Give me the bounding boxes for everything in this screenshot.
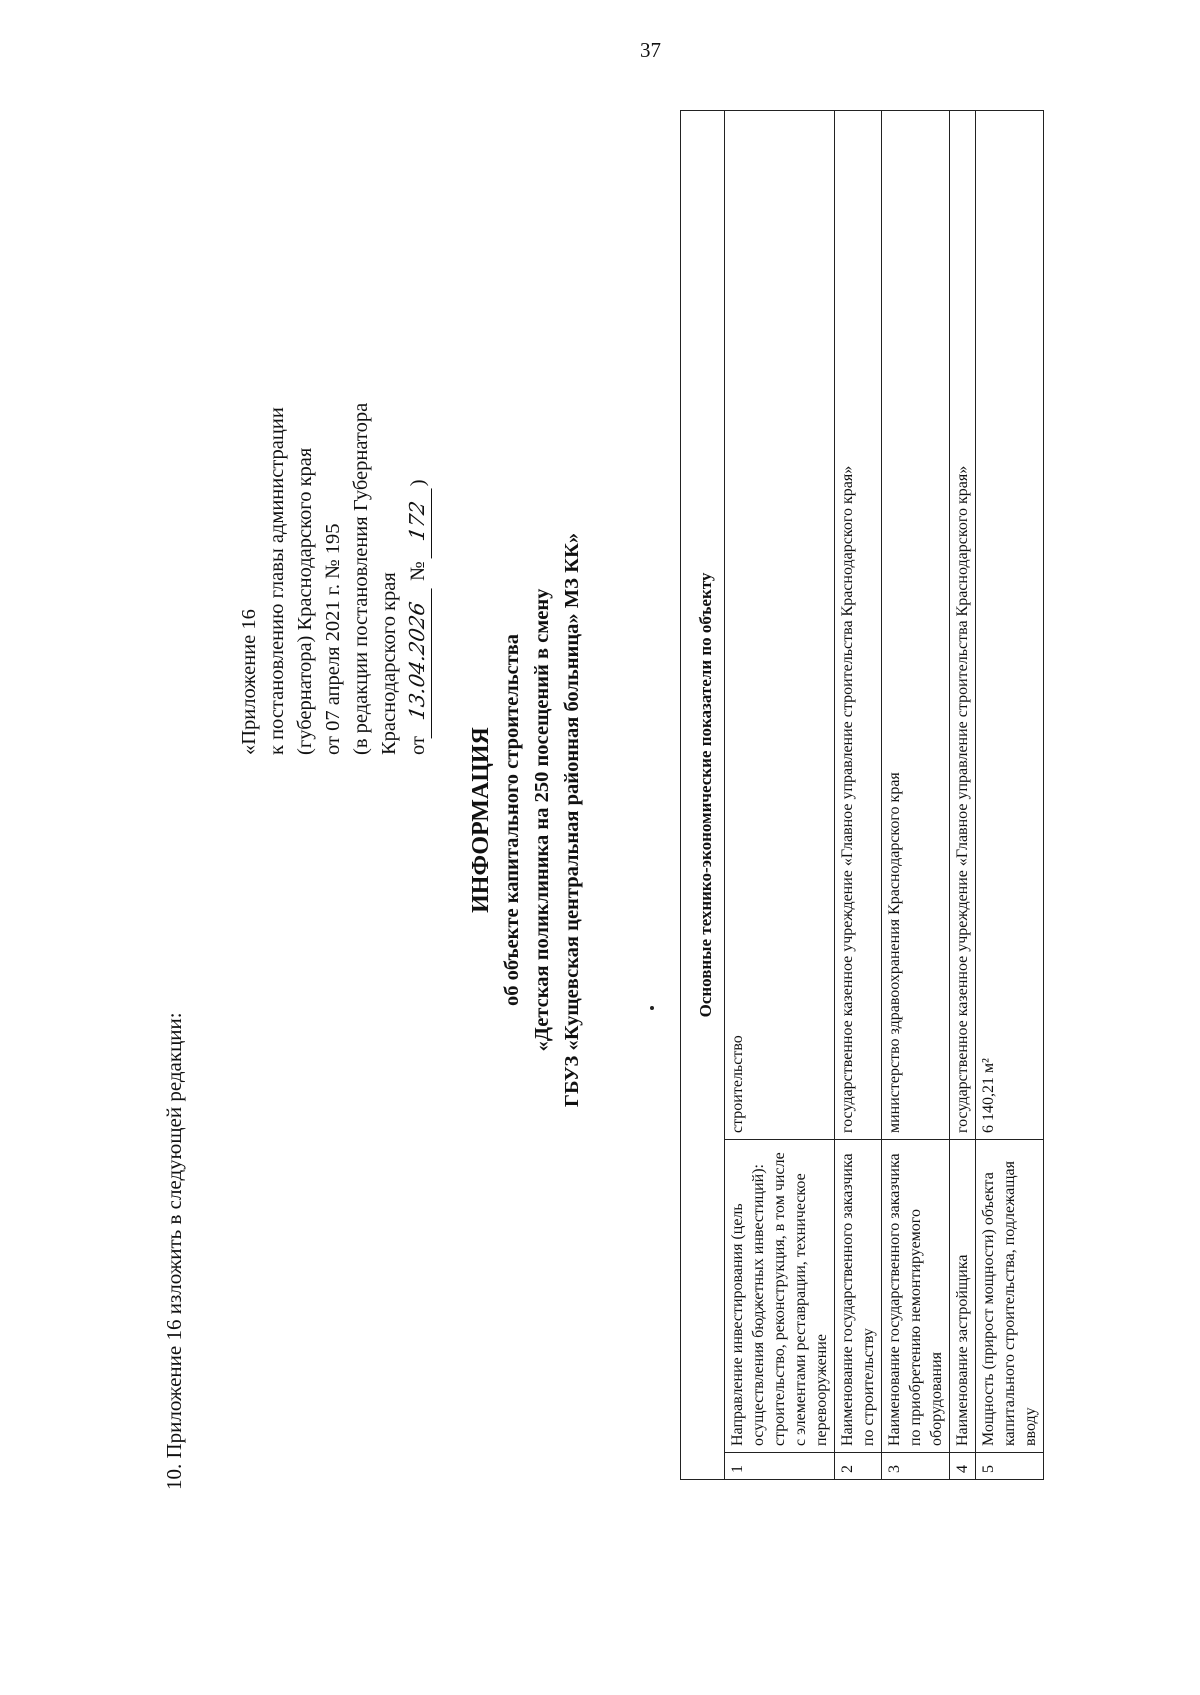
row-parameter: Наименование застройщика [950,1140,976,1453]
approval-line: (в редакции постановления Губернатора [350,402,372,755]
table-row [976,111,1044,1480]
document-title [465,410,587,1230]
row-parameter: Наименование государственного заказчика по строительству [835,1140,882,1453]
approval-line: от 07 апреля 2021 г. № 195 [322,523,344,755]
approval-line: «Приложение 16 [238,609,260,755]
row-parameter: Наименование государственного заказчика по приобретению немонтируемого оборудования [882,1140,950,1453]
row-parameter: Направление инвестирования (цель осуществления бюджетных инвестиций): строительство, реконструкция, в том числе с элементами реставрации, техническое перевооружение [725,1140,835,1453]
table-row [725,111,835,1480]
rotated-page-content [160,50,1180,1490]
row-parameter: Мощность (прирост мощности) объекта капитального строительства, подлежащая вводу [976,1140,1044,1453]
title-line: ИНФОРМАЦИЯ [468,727,494,913]
title-line: об объекте капитального строительства [501,633,523,1007]
approval-block [235,115,432,755]
page-number: 37 [640,38,661,62]
row-value: государственное казенное учреждение «Главное управление строительства Краснодарского края» [835,111,882,1140]
row-number: 2 [835,1453,882,1480]
title-line: ГБУЗ «Кущевская центральная районная больница» МЗ КК» [561,532,583,1108]
row-number: 5 [976,1453,1044,1480]
row-value: министерство здравоохранения Краснодарского края [882,111,950,1140]
row-value: государственное казенное учреждение «Главное управление строительства Краснодарского края» [950,111,976,1140]
table-row [835,111,882,1480]
intro-line: 10. Приложение 16 изложить в следующей редакции: [162,1012,186,1490]
row-value: 6 140,21 м² [976,111,1044,1140]
from-prefix: от [407,736,429,755]
table-row [882,111,950,1480]
number-prefix: № [407,561,429,581]
table-row [950,111,976,1480]
approval-date-line [403,115,432,755]
table-header: Основные технико-экономические показатели по объекту [681,111,725,1480]
row-number: 1 [725,1453,835,1480]
row-value: строительство [725,111,835,1140]
approval-line: к постановлению главы администрации [266,407,288,755]
indicators-table [680,110,1044,1480]
table-header-row [681,111,725,1480]
closing-paren: ) [407,479,429,487]
row-number: 3 [882,1453,950,1480]
stray-dot [650,1006,654,1010]
approval-line: (губернатора) Краснодарского края [294,447,316,755]
title-line: «Детская поликлиника на 250 посещений в смену [531,588,553,1052]
row-number: 4 [950,1453,976,1480]
handwritten-number: 172 [403,484,432,559]
approval-line: Краснодарского края [378,572,400,755]
handwritten-date: 13.04.2026 [403,583,432,738]
